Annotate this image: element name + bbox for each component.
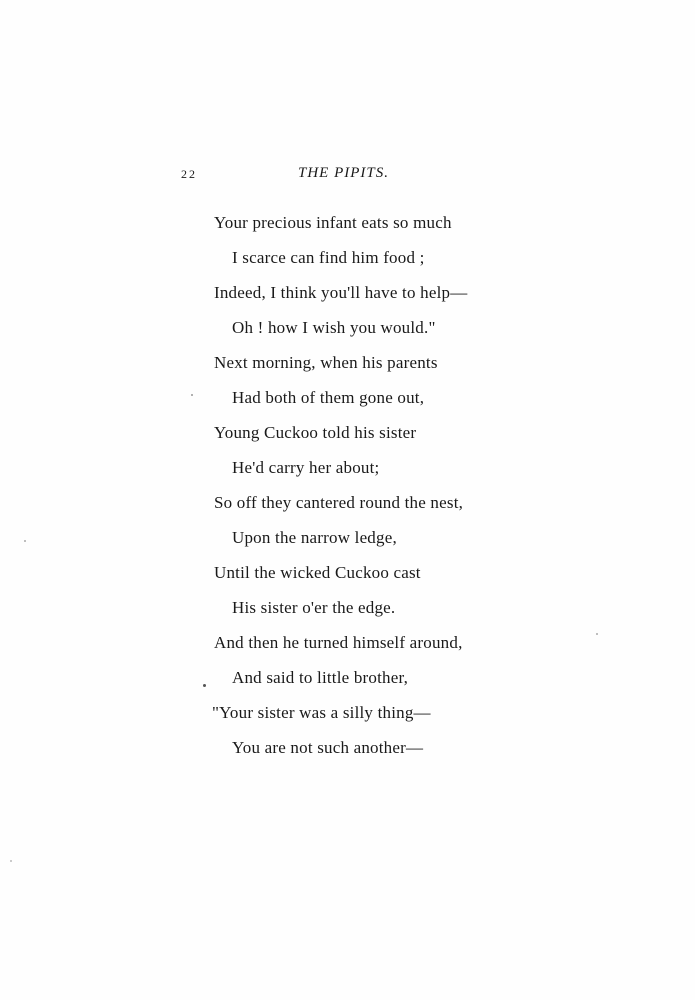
poem-line: I scarce can find him food ; xyxy=(232,248,425,267)
poem-line: Oh ! how I wish you would." xyxy=(232,318,436,337)
poem-line: His sister o'er the edge. xyxy=(232,598,396,617)
poem-line: You are not such another— xyxy=(232,738,424,757)
paper-speck xyxy=(10,860,12,862)
poem-line: Young Cuckoo told his sister xyxy=(214,423,417,442)
poem-line: "Your sister was a silly thing— xyxy=(212,703,431,722)
poem-line: Your precious infant eats so much xyxy=(214,213,452,232)
page-number: 22 xyxy=(181,167,197,181)
poem-line: Until the wicked Cuckoo cast xyxy=(214,563,421,582)
poem-line: He'd carry her about; xyxy=(232,458,380,477)
paper-speck xyxy=(191,394,193,396)
paper-speck xyxy=(203,684,206,687)
page-header xyxy=(0,166,695,186)
poem-line: Upon the narrow ledge, xyxy=(232,528,397,547)
poem-line: So off they cantered round the nest, xyxy=(214,493,464,512)
poem-line: Indeed, I think you'll have to help— xyxy=(214,283,468,302)
paper-speck xyxy=(596,633,598,635)
paper-speck xyxy=(24,540,26,542)
poem-line: And then he turned himself around, xyxy=(214,633,463,652)
running-title: THE PIPITS. xyxy=(298,165,389,181)
poem-line: Had both of them gone out, xyxy=(232,388,425,407)
poem-line: And said to little brother, xyxy=(232,668,409,687)
poem-line: Next morning, when his parents xyxy=(214,353,438,372)
